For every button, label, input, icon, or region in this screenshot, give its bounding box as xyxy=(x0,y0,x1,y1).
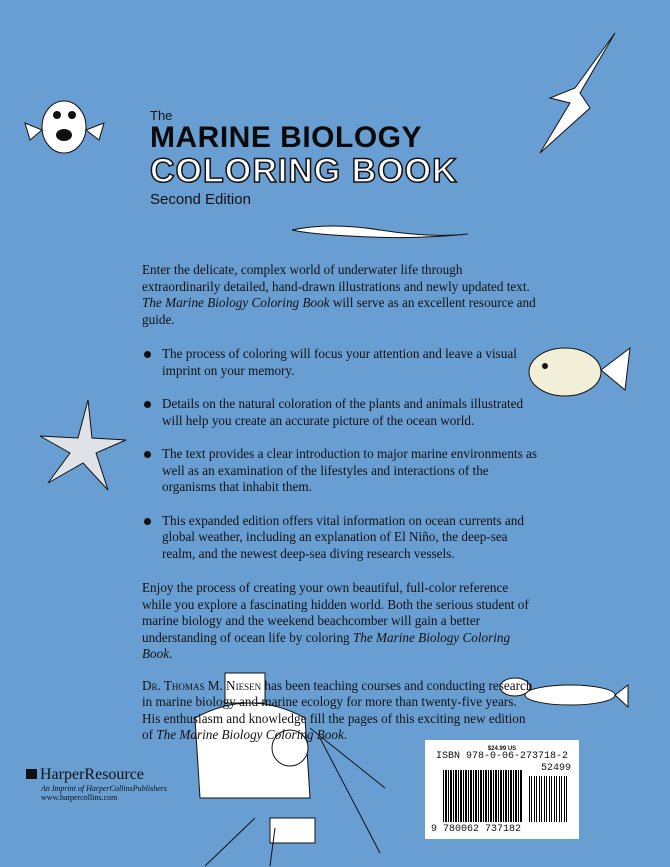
title-the: The xyxy=(150,108,173,123)
author-paragraph xyxy=(142,678,537,744)
intro-paragraph xyxy=(142,262,537,328)
book-title-ref: The Marine Biology Coloring Book xyxy=(142,295,330,310)
ean-number: 9 780062 737182 xyxy=(431,824,522,835)
publisher-name: HarperResource xyxy=(26,766,167,784)
intro-text: Enter the delicate, complex world of underwater life through extraordinarily detailed, hand-drawn illustrations and newly updated text. xyxy=(142,262,530,294)
feature-list xyxy=(142,346,537,562)
title-line-1: MARINE BIOLOGY xyxy=(150,121,423,154)
book-title xyxy=(150,108,458,208)
feature-item: The text provides a clear introduction to major marine environments as well as an examination of the lifestyles and interactions of the organisms that inhabit them. xyxy=(142,446,537,496)
feature-item: This expanded edition offers vital information on ocean currents and global weather, including an explanation of El Niño, the deep-sea realm, and the newest deep-sea diving research vessels. xyxy=(142,513,537,563)
book-title-ref: The Marine Biology Coloring Book xyxy=(142,629,511,661)
starfish-illustration xyxy=(38,398,128,493)
blurb xyxy=(142,262,537,759)
eel-illustration xyxy=(290,220,470,242)
barcode-bars xyxy=(443,770,523,822)
author-name: Dr. Thomas M. Niesen xyxy=(142,677,262,693)
albatross-illustration xyxy=(520,28,620,158)
book-title-ref: The Marine Biology Coloring Book xyxy=(156,727,344,742)
enjoy-text-end: . xyxy=(169,646,173,661)
pufferfish-illustration xyxy=(525,340,635,400)
addon-bars xyxy=(529,776,569,822)
feature-item: Details on the natural coloration of the plants and animals illustrated will help you create an accurate picture of the ocean world. xyxy=(142,396,537,429)
price-addon: 52499 xyxy=(540,763,571,774)
intro-text-end: will serve as an excellent resource and guide. xyxy=(142,295,536,327)
enjoy-text: Enjoy the process of creating your own beautiful, full-color reference while you explore a fascinating hidden world. Both the serious student of marine biology and the weekend beachcomber will gain a better understanding of ocean life by coloring xyxy=(142,580,529,645)
isbn: ISBN 978-0-06-273718-2 xyxy=(435,751,569,762)
feature-item: The process of coloring will focus your attention and leave a visual imprint on your memory. xyxy=(142,346,537,379)
publisher-imprint: An Imprint of HarperCollinsPublishers xyxy=(41,784,168,793)
edition: Second Edition xyxy=(150,191,251,208)
author-bio: has been teaching courses and conducting research in marine biology and marine ecology for more than twenty-five years. His enthusiasm and knowledge fill the pages of this exciting new edition of xyxy=(142,677,533,742)
barcode-box xyxy=(425,740,579,839)
price: $24.99 US xyxy=(487,746,517,752)
author-bio-end: . xyxy=(343,727,348,742)
publisher-block xyxy=(26,766,167,802)
title-line-2: COLORING BOOK xyxy=(150,152,458,190)
enjoy-paragraph xyxy=(142,580,537,663)
fish-illustration xyxy=(22,85,107,170)
publisher-url: www.harpercollins.com xyxy=(41,793,118,802)
